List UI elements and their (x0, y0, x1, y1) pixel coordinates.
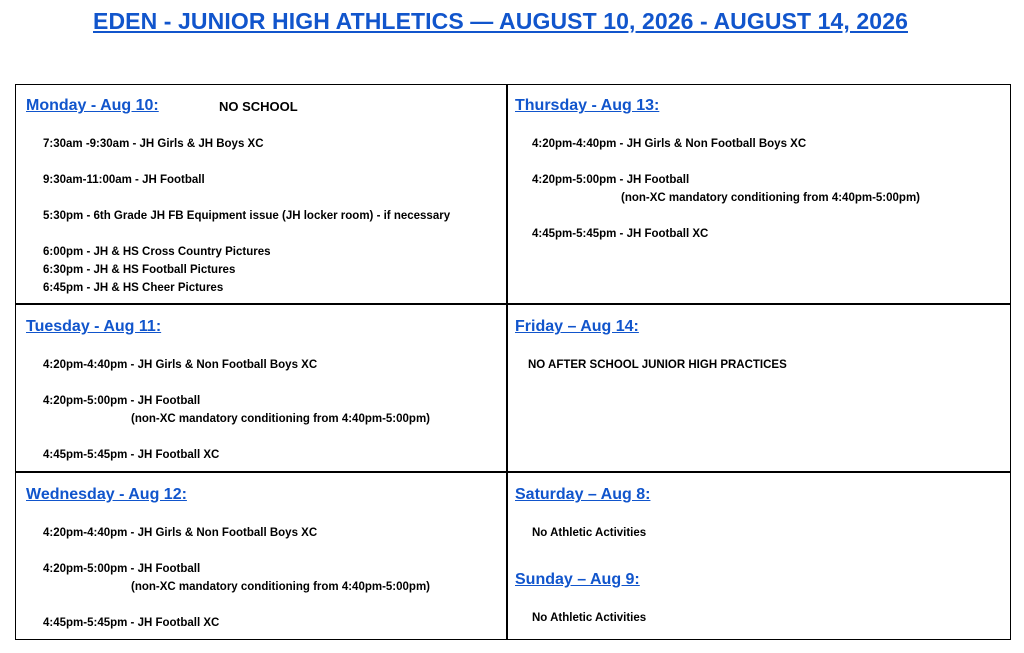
tuesday-item: 4:20pm-4:40pm - JH Girls & Non Football Boys XC (43, 359, 318, 371)
row-divider-1 (15, 303, 1011, 305)
friday-item: NO AFTER SCHOOL JUNIOR HIGH PRACTICES (528, 359, 787, 371)
monday-item: 9:30am-11:00am - JH Football (43, 174, 205, 186)
row-divider-2 (15, 471, 1011, 473)
thursday-item-note: (non-XC mandatory conditioning from 4:40pm-5:00pm) (621, 192, 921, 204)
monday-no-school-note: NO SCHOOL (219, 99, 298, 114)
sunday-heading: Sunday – Aug 9: (515, 571, 640, 588)
wednesday-item: 4:20pm-4:40pm - JH Girls & Non Football Boys XC (43, 527, 318, 539)
thursday-item: 4:20pm-5:00pm - JH Football (532, 174, 690, 186)
saturday-item: No Athletic Activities (532, 527, 647, 539)
thursday-item: 4:20pm-4:40pm - JH Girls & Non Football Boys XC (532, 138, 807, 150)
monday-item: 6:30pm - JH & HS Football Pictures (43, 264, 236, 276)
friday-heading: Friday – Aug 14: (515, 318, 639, 335)
sunday-item: No Athletic Activities (532, 612, 647, 624)
monday-item: 5:30pm - 6th Grade JH FB Equipment issue (JH locker room) - if necessary (43, 210, 451, 222)
tuesday-item: 4:20pm-5:00pm - JH Football (43, 395, 201, 407)
monday-item: 7:30am -9:30am - JH Girls & JH Boys XC (43, 138, 264, 150)
thursday-item: 4:45pm-5:45pm - JH Football XC (532, 228, 709, 240)
wednesday-item-note: (non-XC mandatory conditioning from 4:40pm-5:00pm) (131, 581, 431, 593)
tuesday-item: 4:45pm-5:45pm - JH Football XC (43, 449, 220, 461)
monday-heading: Monday - Aug 10: (26, 97, 159, 114)
tuesday-heading: Tuesday - Aug 11: (26, 318, 162, 335)
column-divider (506, 84, 508, 640)
tuesday-item-note: (non-XC mandatory conditioning from 4:40pm-5:00pm) (131, 413, 431, 425)
wednesday-item: 4:20pm-5:00pm - JH Football (43, 563, 201, 575)
saturday-heading: Saturday – Aug 8: (515, 486, 651, 503)
monday-item: 6:45pm - JH & HS Cheer Pictures (43, 282, 224, 294)
wednesday-item: 4:45pm-5:45pm - JH Football XC (43, 617, 220, 629)
page-title: EDEN - JUNIOR HIGH ATHLETICS — AUGUST 10, 2026 - AUGUST 14, 2026 (93, 8, 908, 34)
thursday-heading: Thursday - Aug 13: (515, 97, 660, 114)
monday-item: 6:00pm - JH & HS Cross Country Pictures (43, 246, 271, 258)
wednesday-heading: Wednesday - Aug 12: (26, 486, 187, 503)
